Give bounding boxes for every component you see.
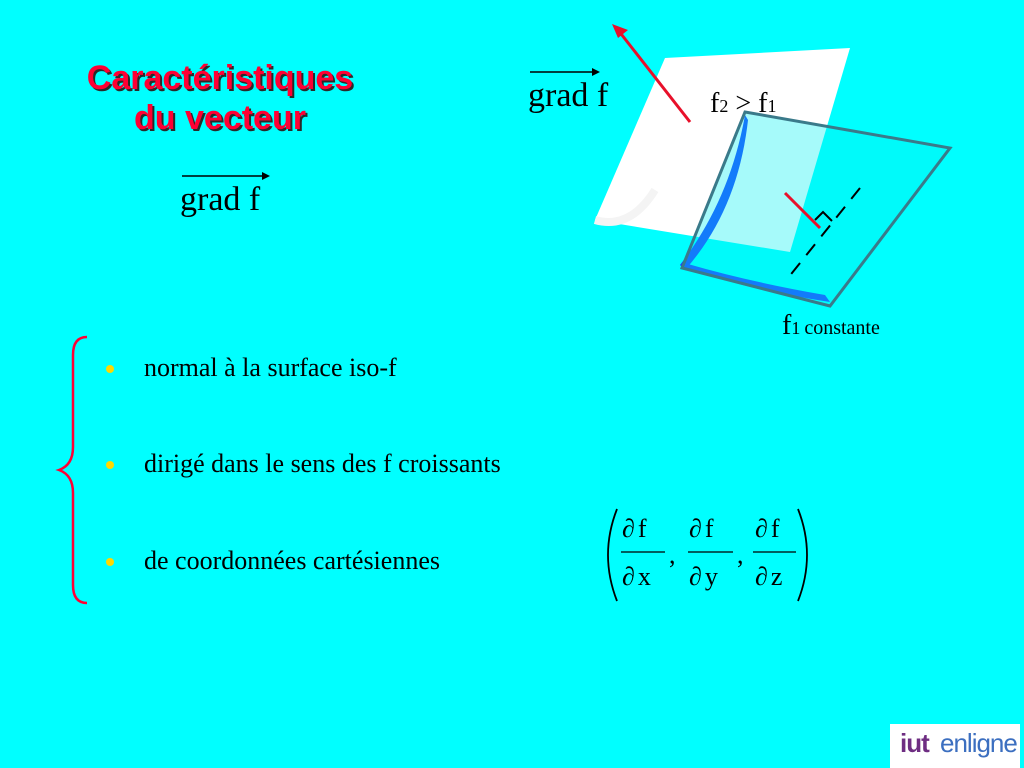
- vector-arrow-icon: [528, 66, 600, 78]
- svg-text:∂x: [622, 562, 651, 591]
- f2-relation: > f: [728, 88, 768, 119]
- svg-text:∂z: [755, 562, 782, 591]
- bullet-dot-icon: [106, 365, 114, 373]
- gradient-vector-arrowhead-icon: [612, 24, 628, 38]
- f1-constant-label: [782, 310, 880, 342]
- bullet-text: normal à la surface iso-f: [144, 353, 397, 382]
- slide-title: [40, 58, 400, 138]
- bullet-text: de coordonnées cartésiennes: [144, 546, 440, 575]
- partial-symbol: ∂: [755, 514, 768, 543]
- left-paren-icon: [608, 509, 617, 601]
- svg-text:∂f: [622, 514, 647, 543]
- slide-title-line-1: Caractéristiques: [86, 59, 354, 97]
- bullet-dot-icon: [106, 558, 114, 566]
- numerator-f: f: [704, 514, 714, 543]
- f2-subscript: 2: [719, 96, 729, 116]
- bullet-text: dirigé dans le sens des f croissants: [144, 449, 501, 478]
- iso-surface-figure: [560, 20, 980, 320]
- partial-symbol: ∂: [689, 562, 702, 591]
- separator-comma: ,: [669, 540, 676, 569]
- numerator-f: f: [637, 514, 647, 543]
- grad-f-title-symbol: [180, 182, 260, 218]
- f1-subscript: 1: [791, 318, 801, 338]
- partial-symbol: ∂: [689, 514, 702, 543]
- grad-f-figure-text: grad f: [528, 77, 609, 114]
- f2-letter: f: [710, 88, 720, 119]
- denominator-z: z: [770, 562, 783, 591]
- svg-text:∂y: [689, 562, 718, 591]
- right-paren-icon: [798, 509, 807, 601]
- logo-part-enligne: enligne: [940, 728, 1017, 758]
- slide-title-line-2: du vecteur: [134, 99, 306, 137]
- partial-derivatives-formula: [595, 505, 820, 605]
- logo-part-iut: iut: [900, 728, 929, 758]
- denominator-x: x: [637, 562, 651, 591]
- separator-comma: ,: [737, 540, 744, 569]
- numerator-f: f: [770, 514, 780, 543]
- partial-symbol: ∂: [755, 562, 768, 591]
- grad-f-title-text: grad f: [180, 181, 261, 218]
- iutenligne-logo: [890, 724, 1020, 768]
- partial-symbol: ∂: [622, 562, 635, 591]
- partial-symbol: ∂: [622, 514, 635, 543]
- f1-letter: f: [782, 310, 792, 341]
- f1-constant-text: constante: [804, 317, 880, 339]
- grad-f-figure-symbol: [528, 78, 608, 114]
- f2-relation-subscript: 1: [767, 96, 777, 116]
- denominator-y: y: [704, 562, 718, 591]
- svg-text:∂f: [689, 514, 714, 543]
- svg-text:∂f: [755, 514, 780, 543]
- f2-greater-f1-label: [710, 88, 776, 120]
- vector-arrow-icon: [180, 170, 270, 182]
- bullet-dot-icon: [106, 461, 114, 469]
- left-brace-icon: [55, 335, 95, 605]
